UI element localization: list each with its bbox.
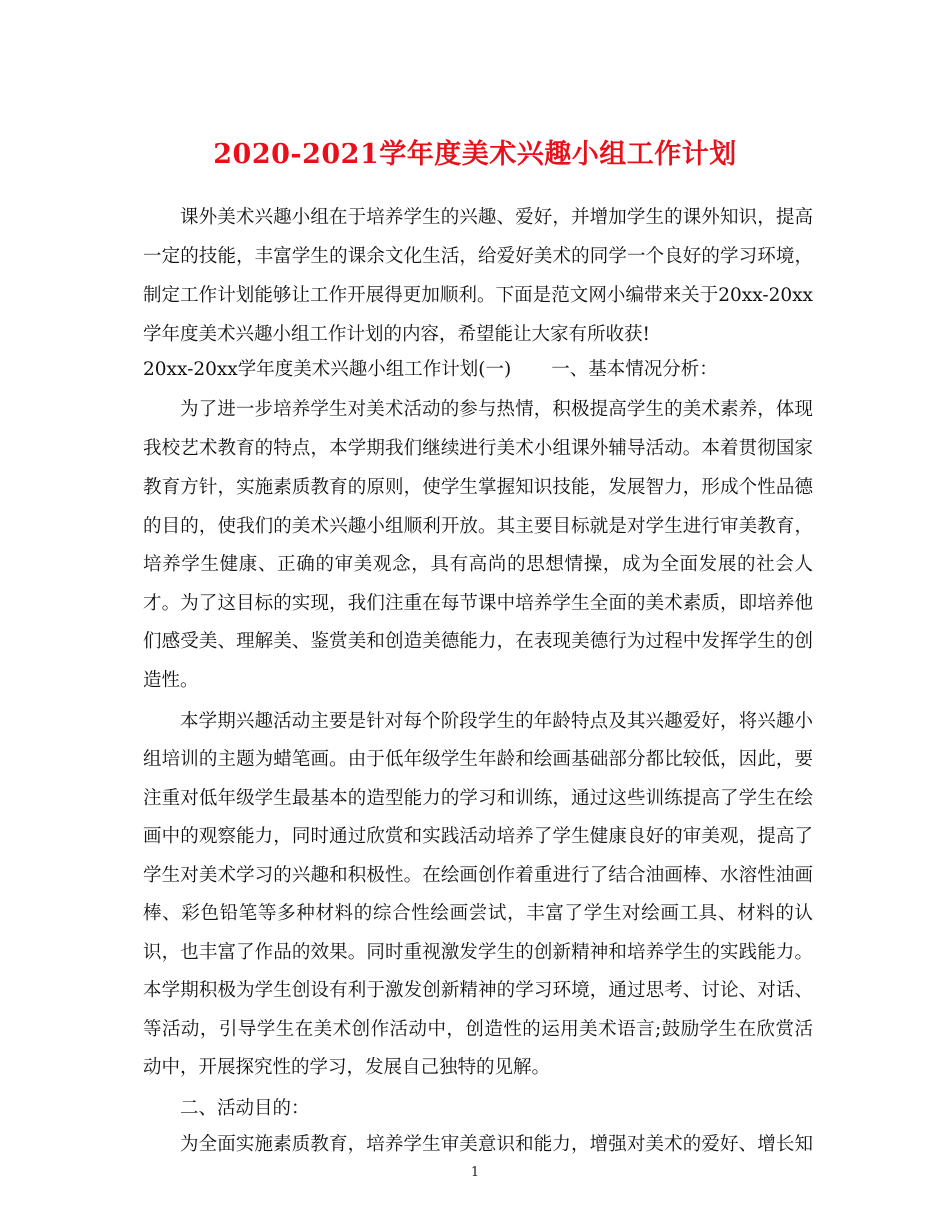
paragraph-line: 注重对低年级学生最基本的造型能力的学习和训练，通过这些训练提高了学生在绘 [143,788,813,809]
paragraph-line: 组培训的主题为蜡笔画。由于低年级学生年龄和绘画基础部分都比较低，因此，要 [143,749,813,770]
page-number: 1 [470,1165,480,1180]
paragraph-line: 本学期积极为学生创设有利于激发创新精神的学习环境，通过思考、讨论、对话、 [143,980,813,1001]
paragraph-line: 们感受美、理解美、鉴赏美和创造美德能力，在表现美德行为过程中发挥学生的创 [143,631,813,652]
paragraph-line: 学生对美术学习的兴趣和积极性。在绘画创作着重进行了结合油画棒、水溶性油画 [143,865,813,886]
paragraph-line: 学年度美术兴趣小组工作计划的内容，希望能让大家有所收获! [143,324,650,345]
paragraph-line: 才。为了这目标的实现，我们注重在每节课中培养学生全面的美术素质，即培养他 [143,593,813,614]
section-heading: 二、活动目的： [180,1098,310,1119]
paragraph-line: 的目的，使我们的美术兴趣小组顺利开放。其主要目标就是对学生进行审美教育， [143,516,813,537]
paragraph-line: 培养学生健康、正确的审美观念，具有高尚的思想情操，成为全面发展的社会人 [143,554,813,575]
paragraph-line: 动中，开展探究性的学习，发展自己独特的见解。 [143,1057,551,1078]
section-heading: 一、基本情况分析： [551,359,718,380]
paragraph-line: 我校艺术教育的特点，本学期我们继续进行美术小组课外辅导活动。本着贯彻国家 [143,438,813,459]
paragraph-line: 棒、彩色铅笔等多种材料的综合性绘画尝试，丰富了学生对绘画工具、材料的认 [143,903,813,924]
paragraph-line: 制定工作计划能够让工作开展得更加顺利。下面是范文网小编带来关于20xx-20xx [143,285,813,306]
plan-subtitle: 20xx-20xx学年度美术兴趣小组工作计划(一) [143,359,512,380]
paragraph-line: 造性。 [143,670,199,691]
document-title: 2020-2021学年度美术兴趣小组工作计划 [213,139,737,170]
paragraph-line: 本学期兴趣活动主要是针对每个阶段学生的年龄特点及其兴趣爱好，将兴趣小 [180,711,813,732]
paragraph-line: 为全面实施素质教育，培养学生审美意识和能力，增强对美术的爱好、增长知 [180,1134,813,1155]
paragraph-line: 为了进一步培养学生对美术活动的参与热情，积极提高学生的美术素养，体现 [180,399,813,420]
paragraph-line: 识，也丰富了作品的效果。同时重视激发学生的创新精神和培养学生的实践能力。 [143,942,813,963]
paragraph-line: 一定的技能，丰富学生的课余文化生活，给爱好美术的同学一个良好的学习环境， [143,246,813,267]
paragraph-line: 教育方针，实施素质教育的原则，使学生掌握知识技能，发展智力，形成个性品德 [143,477,813,498]
paragraph-line: 课外美术兴趣小组在于培养学生的兴趣、爱好，并增加学生的课外知识，提高 [180,207,813,228]
paragraph-line: 等活动，引导学生在美术创作活动中，创造性的运用美术语言;鼓励学生在欣赏活 [143,1019,813,1040]
section-heading-line [143,355,813,385]
paragraph-line: 画中的观察能力，同时通过欣赏和实践活动培养了学生健康良好的审美观，提高了 [143,826,813,847]
